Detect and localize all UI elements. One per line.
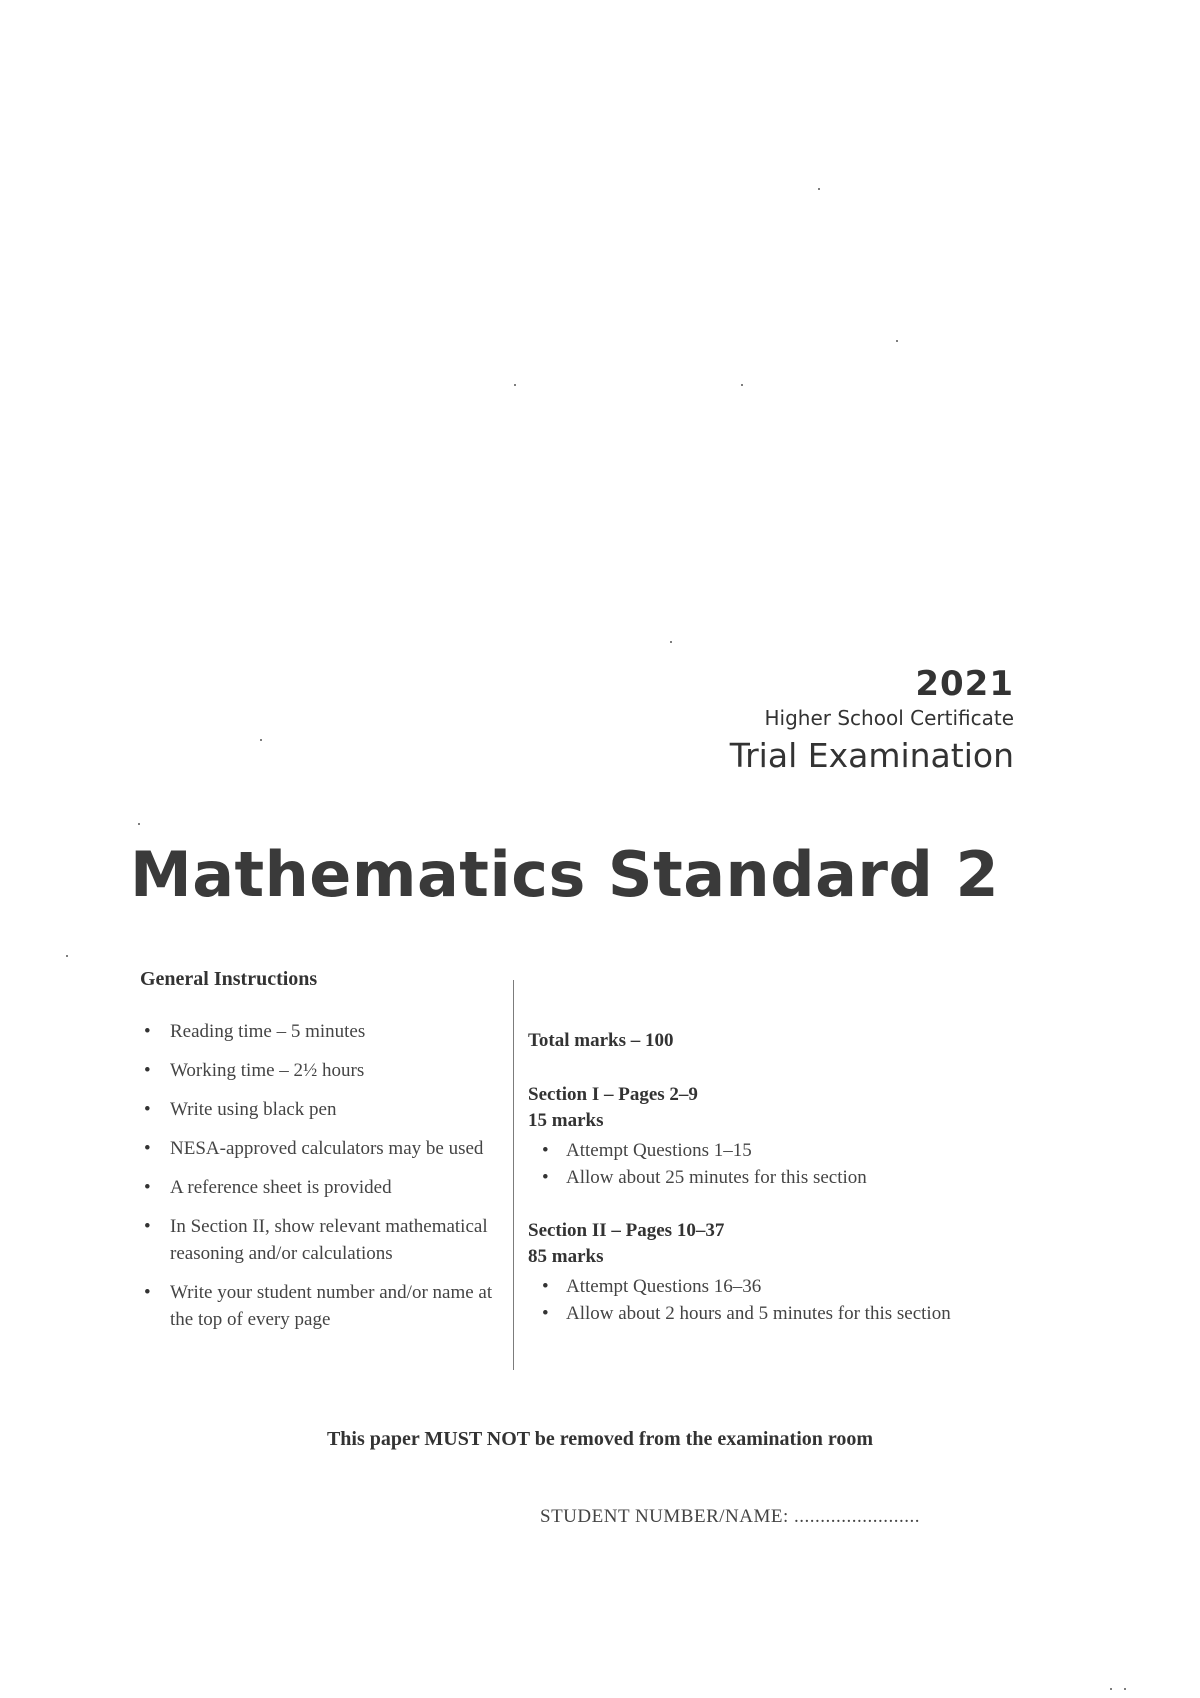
scan-speck (260, 739, 262, 741)
section-item: • Allow about 2 hours and 5 minutes for this section (536, 1300, 956, 1327)
section-1-marks: 15 marks (528, 1110, 604, 1131)
instruction-item: • Write using black pen (140, 1096, 510, 1123)
instruction-item: • Write your student number and/or name at the top of every page (140, 1279, 510, 1333)
section-item: • Allow about 25 minutes for this section (536, 1164, 956, 1191)
exam-year: 2021 (915, 664, 1014, 704)
column-divider (513, 980, 514, 1370)
section-2-list (536, 1273, 956, 1327)
instruction-item: • NESA-approved calculators may be used (140, 1135, 510, 1162)
scan-speck (896, 340, 898, 342)
exam-type: Trial Examination (729, 736, 1014, 775)
instruction-item: • In Section II, show relevant mathematical reasoning and/or calculations (140, 1213, 510, 1267)
scan-speck (670, 641, 672, 643)
instruction-item: • Reading time – 5 minutes (140, 1018, 510, 1045)
subject-title: Mathematics Standard 2 (130, 838, 1000, 911)
scan-speck (514, 384, 516, 386)
section-item: • Attempt Questions 16–36 (536, 1273, 956, 1300)
section-item: • Attempt Questions 1–15 (536, 1137, 956, 1164)
scan-speck (1124, 1688, 1126, 1690)
section-1-list (536, 1137, 956, 1191)
section-2-marks: 85 marks (528, 1246, 604, 1267)
student-number-field: STUDENT NUMBER/NAME: ........................ (540, 1506, 920, 1527)
scan-speck (1110, 1688, 1112, 1690)
scan-speck (818, 188, 820, 190)
removal-notice: This paper MUST NOT be removed from the examination room (326, 1428, 874, 1450)
general-instructions-list (140, 1018, 510, 1345)
section-1-title: Section I – Pages 2–9 (528, 1084, 698, 1105)
certificate-name: Higher School Certificate (764, 706, 1014, 730)
instruction-item: • A reference sheet is provided (140, 1174, 510, 1201)
scan-speck (66, 955, 68, 957)
general-instructions-heading: General Instructions (140, 968, 318, 990)
section-2-title: Section II – Pages 10–37 (528, 1220, 725, 1241)
total-marks: Total marks – 100 (528, 1030, 674, 1051)
scan-speck (138, 823, 140, 825)
instruction-item: • Working time – 2½ hours (140, 1057, 510, 1084)
scan-speck (741, 384, 743, 386)
